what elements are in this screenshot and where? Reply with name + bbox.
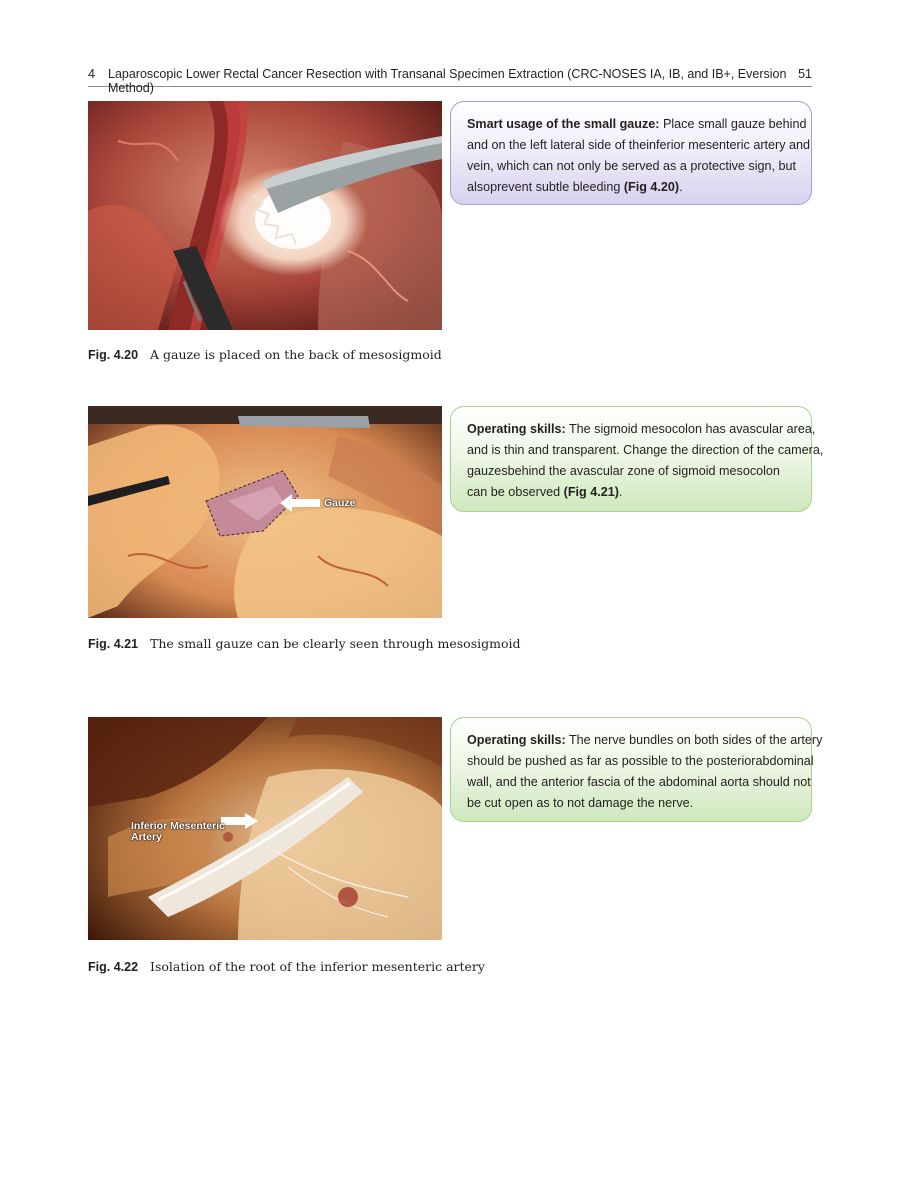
callout-text: The nerve bundles on both sides of the artery — [565, 733, 823, 747]
chapter-number: 4 — [88, 67, 95, 81]
callout-line: be cut open as to not damage the nerve. — [467, 796, 694, 810]
callout-line: vein, which can not only be served as a protective sign, but — [467, 159, 797, 173]
callout-text: can be observed — [467, 485, 564, 499]
caption-text: The small gauze can be clearly seen through mesosigmoid — [150, 636, 521, 651]
figure-4-21-image — [88, 406, 442, 618]
figure-label: Fig. 4.20 — [88, 348, 139, 362]
callout-text: The sigmoid mesocolon has avascular area, — [565, 422, 816, 436]
annotation-line-2: Artery — [131, 831, 162, 843]
figure-reference: (Fig 4.20) — [623, 180, 680, 194]
gauze-label: Gauze — [324, 497, 356, 509]
figure-label: Fig. 4.21 — [88, 637, 139, 651]
callout-line: and on the left lateral side of theinferior mesenteric artery and — [467, 138, 811, 152]
figure-4-20-image — [88, 101, 442, 330]
callout-operating-skills-2 — [450, 717, 823, 822]
figure-reference: (Fig 4.21) — [563, 485, 619, 499]
callout-operating-skills-1 — [450, 406, 824, 512]
inferior-mesenteric-artery-label — [131, 821, 225, 843]
callout-line: and is thin and transparent. Change the direction of the camera, — [467, 443, 824, 457]
callout-line — [467, 482, 801, 503]
callout-lead: Smart usage of the small gauze: — [467, 117, 660, 131]
callout-line: wall, and the anterior fascia of the abdominal aorta should not — [467, 775, 811, 789]
callout-text: alsoprevent subtle bleeding — [467, 180, 624, 194]
callout-text: Place small gauze behind — [659, 117, 807, 131]
callout-smart-usage — [450, 101, 812, 205]
running-head — [88, 66, 812, 95]
callout-line — [467, 419, 816, 440]
callout-line — [467, 730, 823, 751]
annotation-line-1: Inferior Mesenteric — [131, 820, 225, 832]
figure-4-21-caption — [88, 636, 521, 651]
figure-4-22-caption — [88, 959, 485, 974]
callout-line — [467, 114, 807, 135]
caption-text: A gauze is placed on the back of mesosigmoid — [150, 347, 442, 362]
callout-lead: Operating skills: — [467, 733, 566, 747]
figure-4-22-image — [88, 717, 442, 940]
callout-text: . — [618, 485, 623, 499]
callout-line: should be pushed as far as possible to the posteriorabdominal — [467, 754, 814, 768]
page-number: 51 — [798, 67, 812, 81]
chapter-title: Laparoscopic Lower Rectal Cancer Resection with Transanal Specimen Extraction (CRC-NOSES IA, IB, and IB+, Eversion Method) — [108, 67, 787, 95]
figure-4-20-caption — [88, 347, 442, 362]
callout-text: . — [679, 180, 683, 194]
callout-line — [467, 177, 801, 198]
callout-lead: Operating skills: — [467, 422, 566, 436]
figure-label: Fig. 4.22 — [88, 960, 139, 974]
callout-line: gauzesbehind the avascular zone of sigmoid mesocolon — [467, 464, 780, 478]
caption-text: Isolation of the root of the inferior mesenteric artery — [150, 959, 485, 974]
